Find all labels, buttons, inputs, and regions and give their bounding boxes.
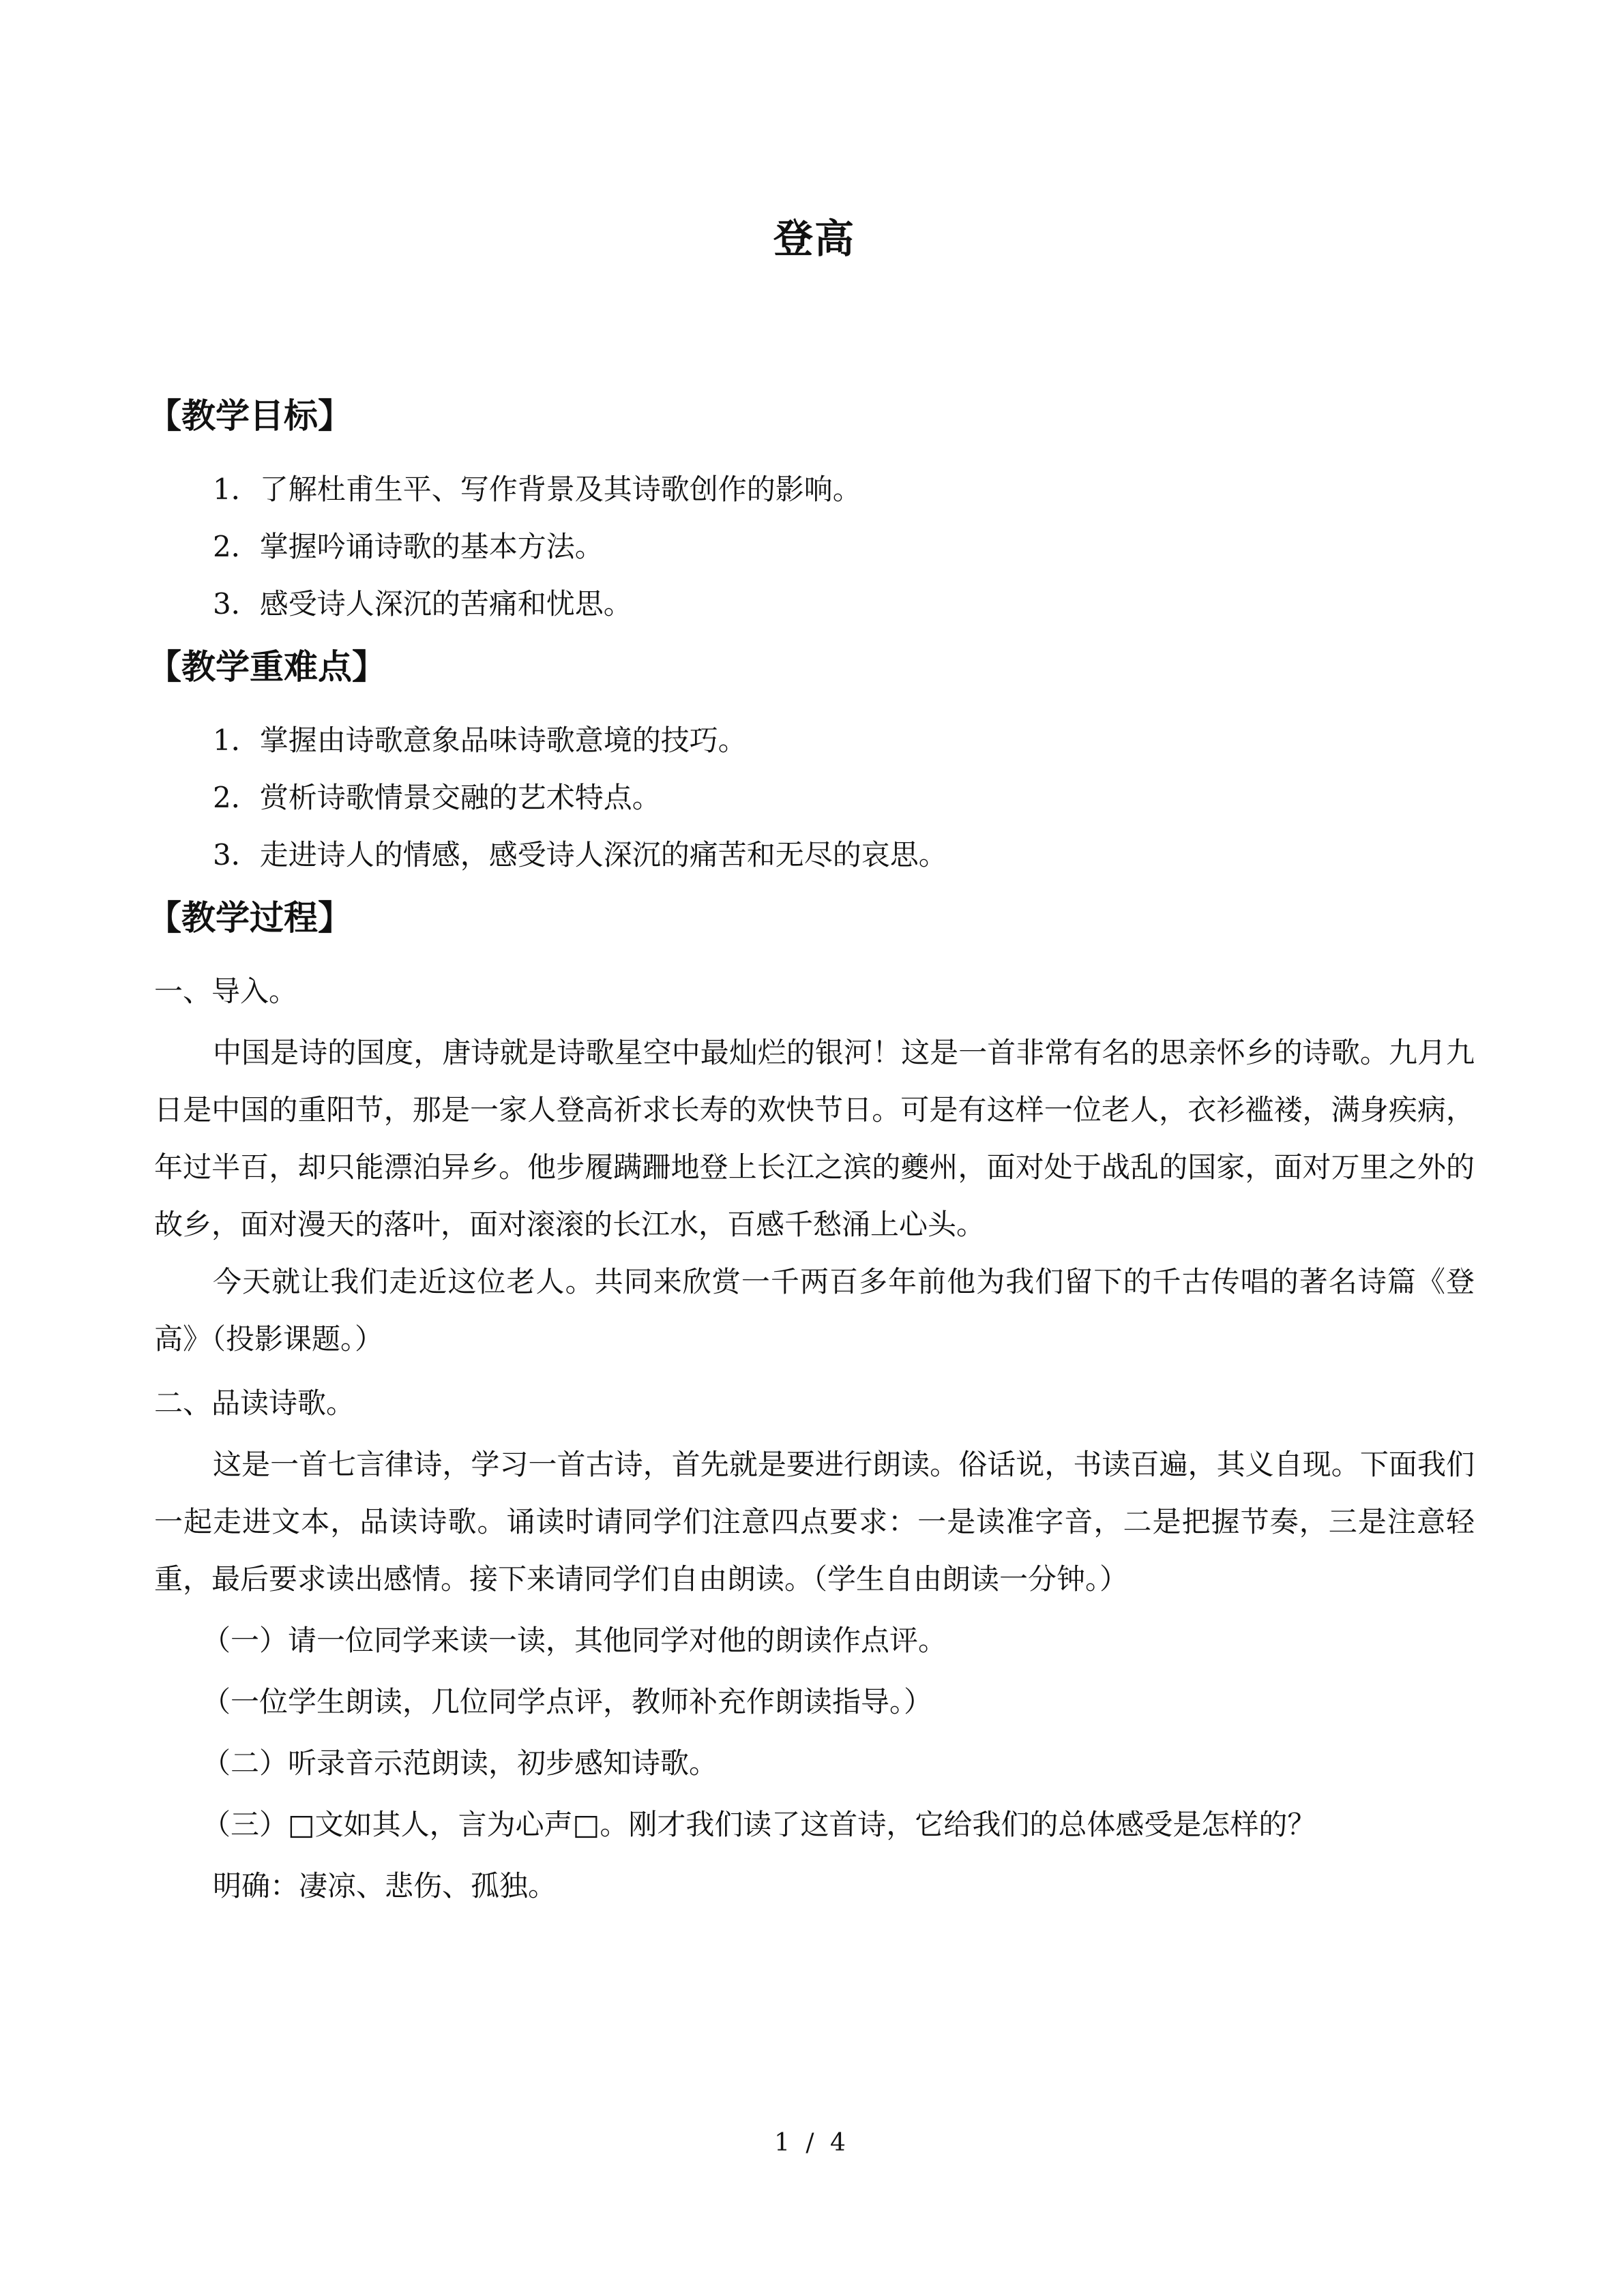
list-item — [154, 712, 1475, 769]
page-number: 1 / 4 — [774, 2129, 850, 2157]
section-heading-objectives: 【教学目标】 — [147, 396, 352, 436]
paragraph-introduction-1: 中国是诗的国度，唐诗就是诗歌星空中最灿烂的银河！这是一首非常有名的思亲怀乡的诗歌。九月九日是中国的重阳节，那是一家人登高祈求长寿的欢快节日。可是有这样一位老人，衣衫褴褛，满身疾病，年过半百，却只能漂泊异乡。他步履蹒跚地登上长江之滨的夔州，面对处于战乱的国家，面对万里之外的故乡，面对漫天的落叶，面对滚滚的长江水，百感千愁涌上心头。 — [154, 1036, 1475, 1241]
list-item-number: 3． — [213, 838, 260, 871]
list-item-text: 掌握吟诵诗歌的基本方法。 — [259, 530, 604, 563]
list-item-text: 了解杜甫生平、写作背景及其诗歌创作的影响。 — [259, 473, 861, 506]
part-heading-reading: 二、品读诗歌。 — [154, 1386, 355, 1420]
step-3: （三）□文如其人，言为心声□。刚才我们读了这首诗，它给我们的总体感受是怎样的？ — [202, 1808, 1316, 1841]
objectives-list — [154, 461, 1475, 633]
section-heading-process: 【教学过程】 — [147, 898, 352, 938]
list-item-text: 走进诗人的情感，感受诗人深沉的痛苦和无尽的哀思。 — [259, 838, 947, 871]
list-item-text: 感受诗人深沉的苦痛和忧思。 — [259, 587, 632, 621]
section-heading-key-points: 【教学重难点】 — [147, 647, 386, 687]
list-item-number: 2． — [213, 781, 260, 814]
list-item-number: 1． — [213, 473, 260, 506]
key-points-list — [154, 712, 1475, 884]
step-1-note: （一位学生朗读，几位同学点评，教师补充作朗读指导。） — [202, 1685, 933, 1718]
paragraph-reading-1: 这是一首七言律诗，学习一首古诗，首先就是要进行朗读。俗话说，书读百遍，其义自现。下面我们一起走进文本，品读诗歌。诵读时请同学们注意四点要求：一是读准字音，二是把握节奏，三是注意轻重，最后要求读出感情。接下来请同学们自由朗读。（学生自由朗读一分钟。） — [154, 1448, 1475, 1596]
document-title: 登高 — [773, 215, 855, 262]
step-1: （一）请一位同学来读一读，其他同学对他的朗读作点评。 — [202, 1624, 947, 1657]
list-item-number: 3． — [213, 587, 260, 621]
list-item-number: 2． — [213, 530, 260, 563]
step-2: （二）听录音示范朗读，初步感知诗歌。 — [202, 1746, 718, 1780]
list-item-text: 赏析诗歌情景交融的艺术特点。 — [259, 781, 661, 814]
part-heading-introduction: 一、导入。 — [154, 974, 298, 1008]
list-item-text: 掌握由诗歌意象品味诗歌意境的技巧。 — [259, 724, 747, 757]
list-item-number: 1． — [213, 724, 260, 757]
paragraph-introduction-2: 今天就让我们走近这位老人。共同来欣赏一千两百多年前他为我们留下的千古传唱的著名诗篇《登高》（投影课题。） — [154, 1265, 1475, 1356]
list-item — [154, 518, 1475, 576]
list-item — [154, 576, 1475, 633]
list-item — [154, 769, 1475, 826]
list-item — [154, 826, 1475, 884]
answer-line: 明确：凄凉、悲伤、孤独。 — [213, 1869, 557, 1903]
document-body — [147, 211, 1475, 1919]
list-item — [154, 461, 1475, 518]
